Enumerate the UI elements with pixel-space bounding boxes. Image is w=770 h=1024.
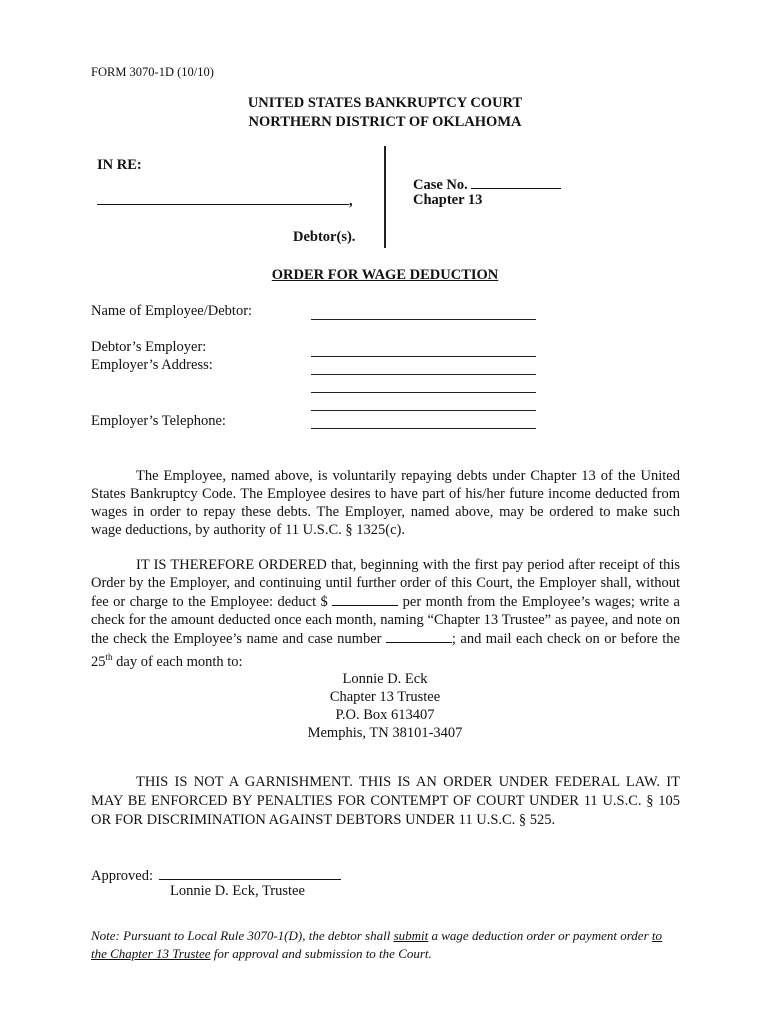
debtor-name-blank[interactable] bbox=[97, 190, 349, 205]
note-text-c: a wage deduction order or payment order bbox=[428, 928, 652, 943]
note-text-a: Note: Pursuant to Local Rule 3070-1(D), the debtor shall bbox=[91, 928, 394, 943]
employer-line[interactable] bbox=[311, 356, 536, 357]
order-text-3: ; and mail each check on or before the 25 bbox=[91, 631, 680, 670]
case-number-field[interactable] bbox=[413, 174, 561, 194]
approval-signer: Lonnie D. Eck, Trustee bbox=[170, 883, 305, 899]
employer-address-label: Employer’s Address: bbox=[91, 357, 213, 373]
in-re-label: IN RE: bbox=[97, 157, 142, 173]
not-garnishment-notice: THIS IS NOT A GARNISHMENT. THIS IS AN ORDER UNDER FEDERAL LAW. IT MAY BE ENFORCED BY PENALTIES FOR CONTEMPT OF COURT UNDER 11 U.S.C. § 105 OR FOR DISCRIMINATION AGAINST DEBTORS UNDER 11 U.S.C. § 525. bbox=[91, 774, 680, 828]
case-no-label: Case No. bbox=[413, 177, 468, 193]
employer-label: Debtor’s Employer: bbox=[91, 339, 207, 355]
paragraph-order bbox=[91, 556, 680, 671]
court-name: UNITED STATES BANKRUPTCY COURT bbox=[247, 95, 523, 111]
approved-label: Approved: bbox=[91, 868, 154, 884]
chapter-label: Chapter 13 bbox=[413, 192, 483, 208]
employee-name-label: Name of Employee/Debtor: bbox=[91, 303, 253, 319]
debtor-name-field[interactable] bbox=[97, 190, 353, 210]
paragraph-voluntary-repayment: The Employee, named above, is voluntarily repaying debts under Chapter 13 of the United States Bankruptcy Code. The Employee desires to have part of his/her future income deducted from wages in order to repay these debts. The Employer, named above, may be ordered to make such wage deductions, by authority of 11 U.S.C. § 1325(c). bbox=[91, 468, 680, 538]
trustee-name: Lonnie D. Eck bbox=[342, 671, 428, 687]
debtor-comma: , bbox=[349, 193, 353, 209]
debtors-label: Debtor(s). bbox=[293, 229, 356, 245]
local-rule-note bbox=[91, 927, 681, 963]
deduction-amount-blank[interactable] bbox=[332, 592, 398, 606]
order-text-sup: th bbox=[105, 652, 113, 662]
employee-name-line[interactable] bbox=[311, 319, 536, 320]
order-text-1: IT IS THEREFORE ORDERED that, beginning with the first pay period after receipt of this Order by the Employer, and continuing until further order of this Court, the Employer shall, without fee or charge to the Employee: deduct $ bbox=[91, 557, 680, 610]
employer-address-line-1[interactable] bbox=[311, 374, 536, 375]
approval-field[interactable] bbox=[91, 865, 341, 885]
trustee-po-box: P.O. Box 613407 bbox=[335, 707, 435, 723]
case-no-blank[interactable] bbox=[471, 174, 561, 189]
form-id: FORM 3070-1D (10/10) bbox=[91, 65, 214, 79]
case-number-blank[interactable] bbox=[386, 629, 452, 643]
employer-address-line-2[interactable] bbox=[311, 392, 536, 393]
employer-telephone-line[interactable] bbox=[311, 428, 536, 429]
order-text-4: day of each month to: bbox=[112, 653, 243, 670]
employer-telephone-label: Employer’s Telephone: bbox=[91, 413, 226, 429]
note-text-e: for approval and submission to the Court. bbox=[210, 946, 432, 961]
order-title bbox=[0, 267, 770, 284]
order-text-2: per month from the Employee’s wages; write a check for the amount deducted once each month, naming “Chapter 13 Trustee” as payee, and note on the check the Employee’s name and case number bbox=[91, 594, 680, 647]
order-title-text: ORDER FOR WAGE DEDUCTION bbox=[271, 267, 499, 283]
note-text-d: to the Chapter 13 Trustee bbox=[91, 928, 663, 961]
trustee-city: Memphis, TN 38101-3407 bbox=[307, 725, 463, 741]
approval-signature-blank[interactable] bbox=[159, 865, 341, 880]
employer-address-line-3[interactable] bbox=[311, 410, 536, 411]
court-district: NORTHERN DISTRICT OF OKLAHOMA bbox=[248, 114, 522, 130]
trustee-title: Chapter 13 Trustee bbox=[329, 689, 441, 705]
note-text-b: submit bbox=[393, 928, 429, 943]
caption-divider bbox=[384, 146, 386, 248]
